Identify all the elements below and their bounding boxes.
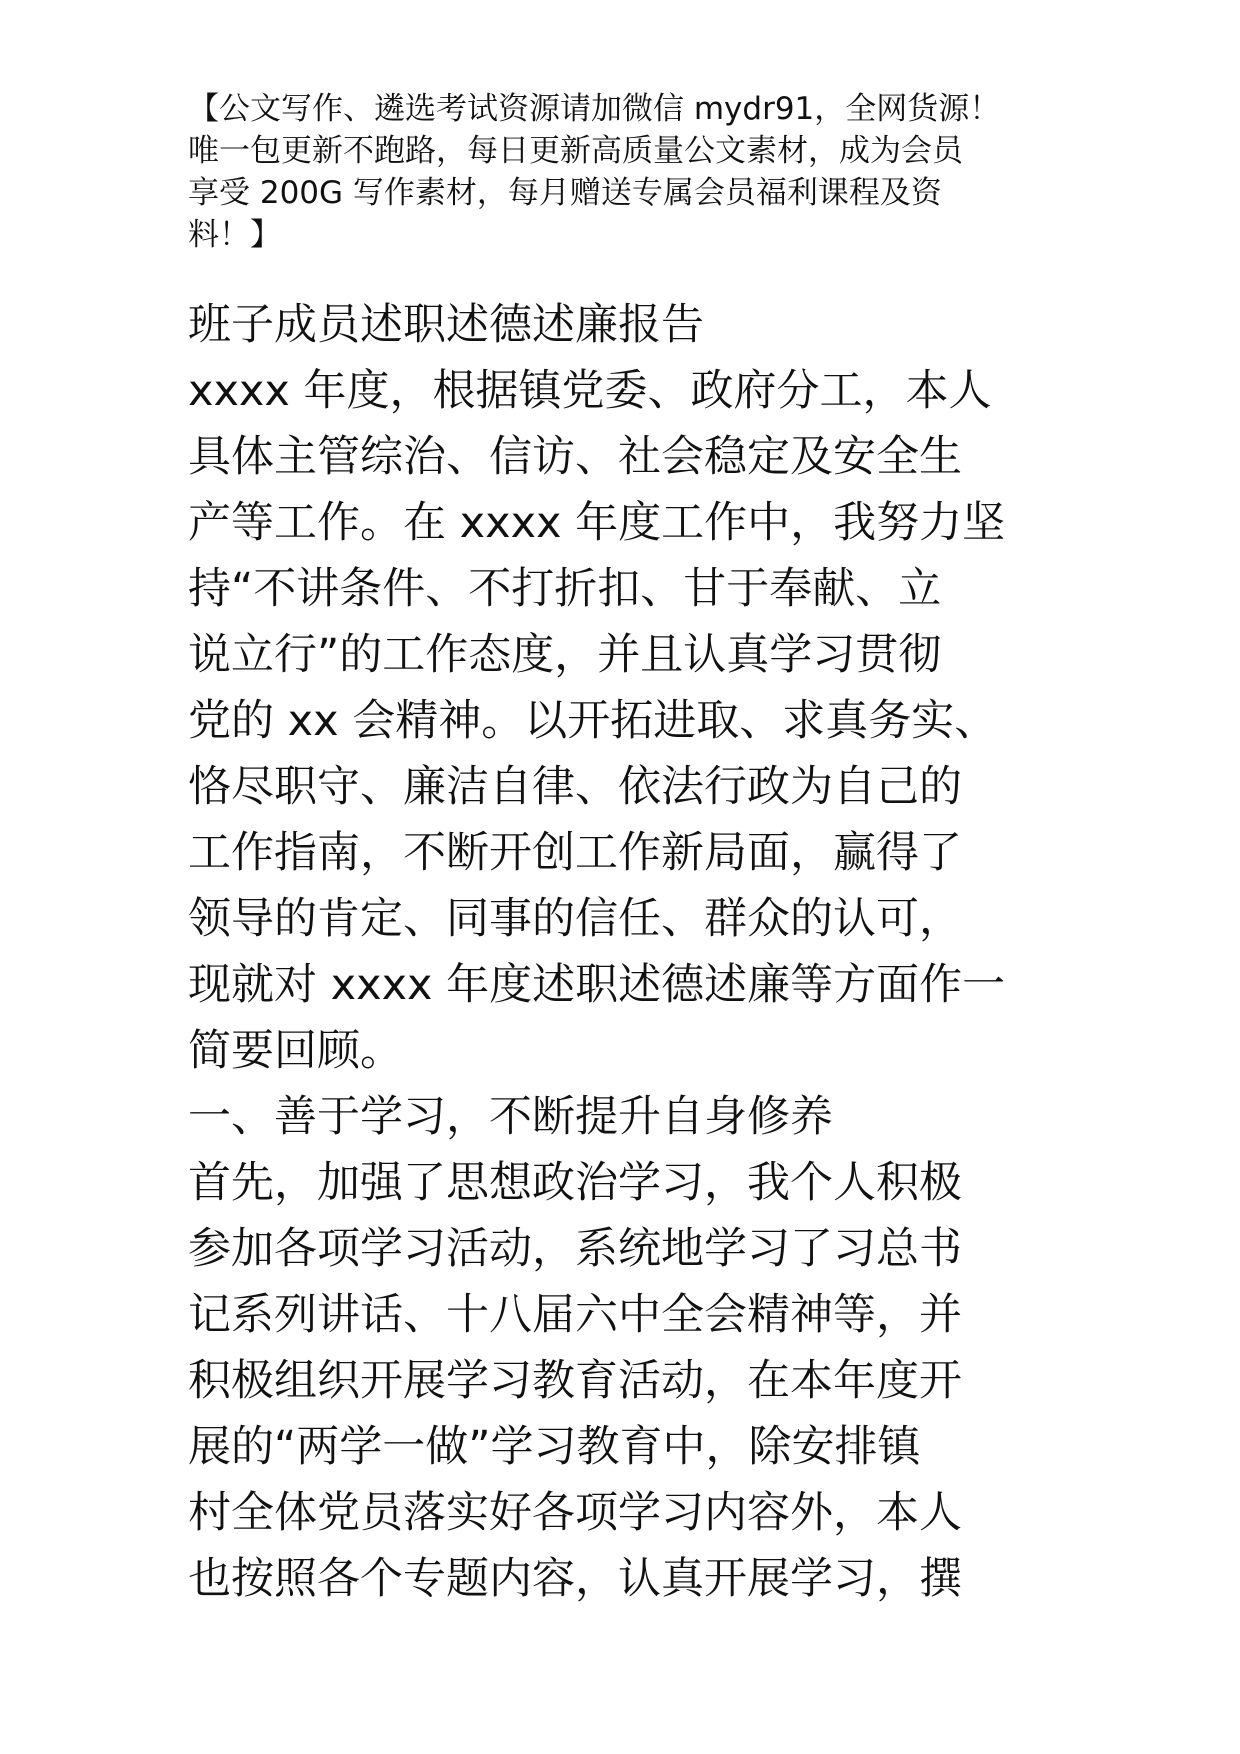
document-title: 班子成员述职述德述廉报告 xyxy=(188,300,704,350)
section-heading: 一、善于学习，不断提升自身修养 xyxy=(188,1092,833,1142)
promo-banner: 【公文写作、遴选考试资源请加微信 mydr91，全网货源！ 唯一包更新不跑路，每日更新高质量公文素材，成为会员 享受 200G 写作素材，每月赠送专属会员福利课程及资 料！】 xyxy=(188,91,1001,253)
section-body-paragraph: 首先，加强了思想政治学习，我个人积极 参加各项学习活动，系统地学习了习总书 记系列讲话、十八届六中全会精神等，并 积极组织开展学习教育活动，在本年度开 展的“两学一做”学习教育中，除安排镇 村全体党员落实好各项学习内容外，本人 也按照各个专题内容，认真开展学习，撰 xyxy=(188,1158,962,1604)
intro-paragraph: xxxx 年度，根据镇党委、政府分工，本人 具体主管综治、信访、社会稳定及安全生 产等工作。在 xxxx 年度工作中，我努力坚 持“不讲条件、不打折扣、甘于奉献、立 说立行”的工作态度，并且认真学习贯彻 党的 xx 会精神。以开拓进取、求真务实、 恪尽职守、廉洁自律、依法行政为自己的 工作指南，不断开创工作新局面，赢得了 领导的肯定、同事的信任、群众的认可， 现就对 xxxx 年度述职述德述廉等方面作一 简要回顾。 xyxy=(188,366,1006,1076)
document-page xyxy=(188,88,1068,1612)
